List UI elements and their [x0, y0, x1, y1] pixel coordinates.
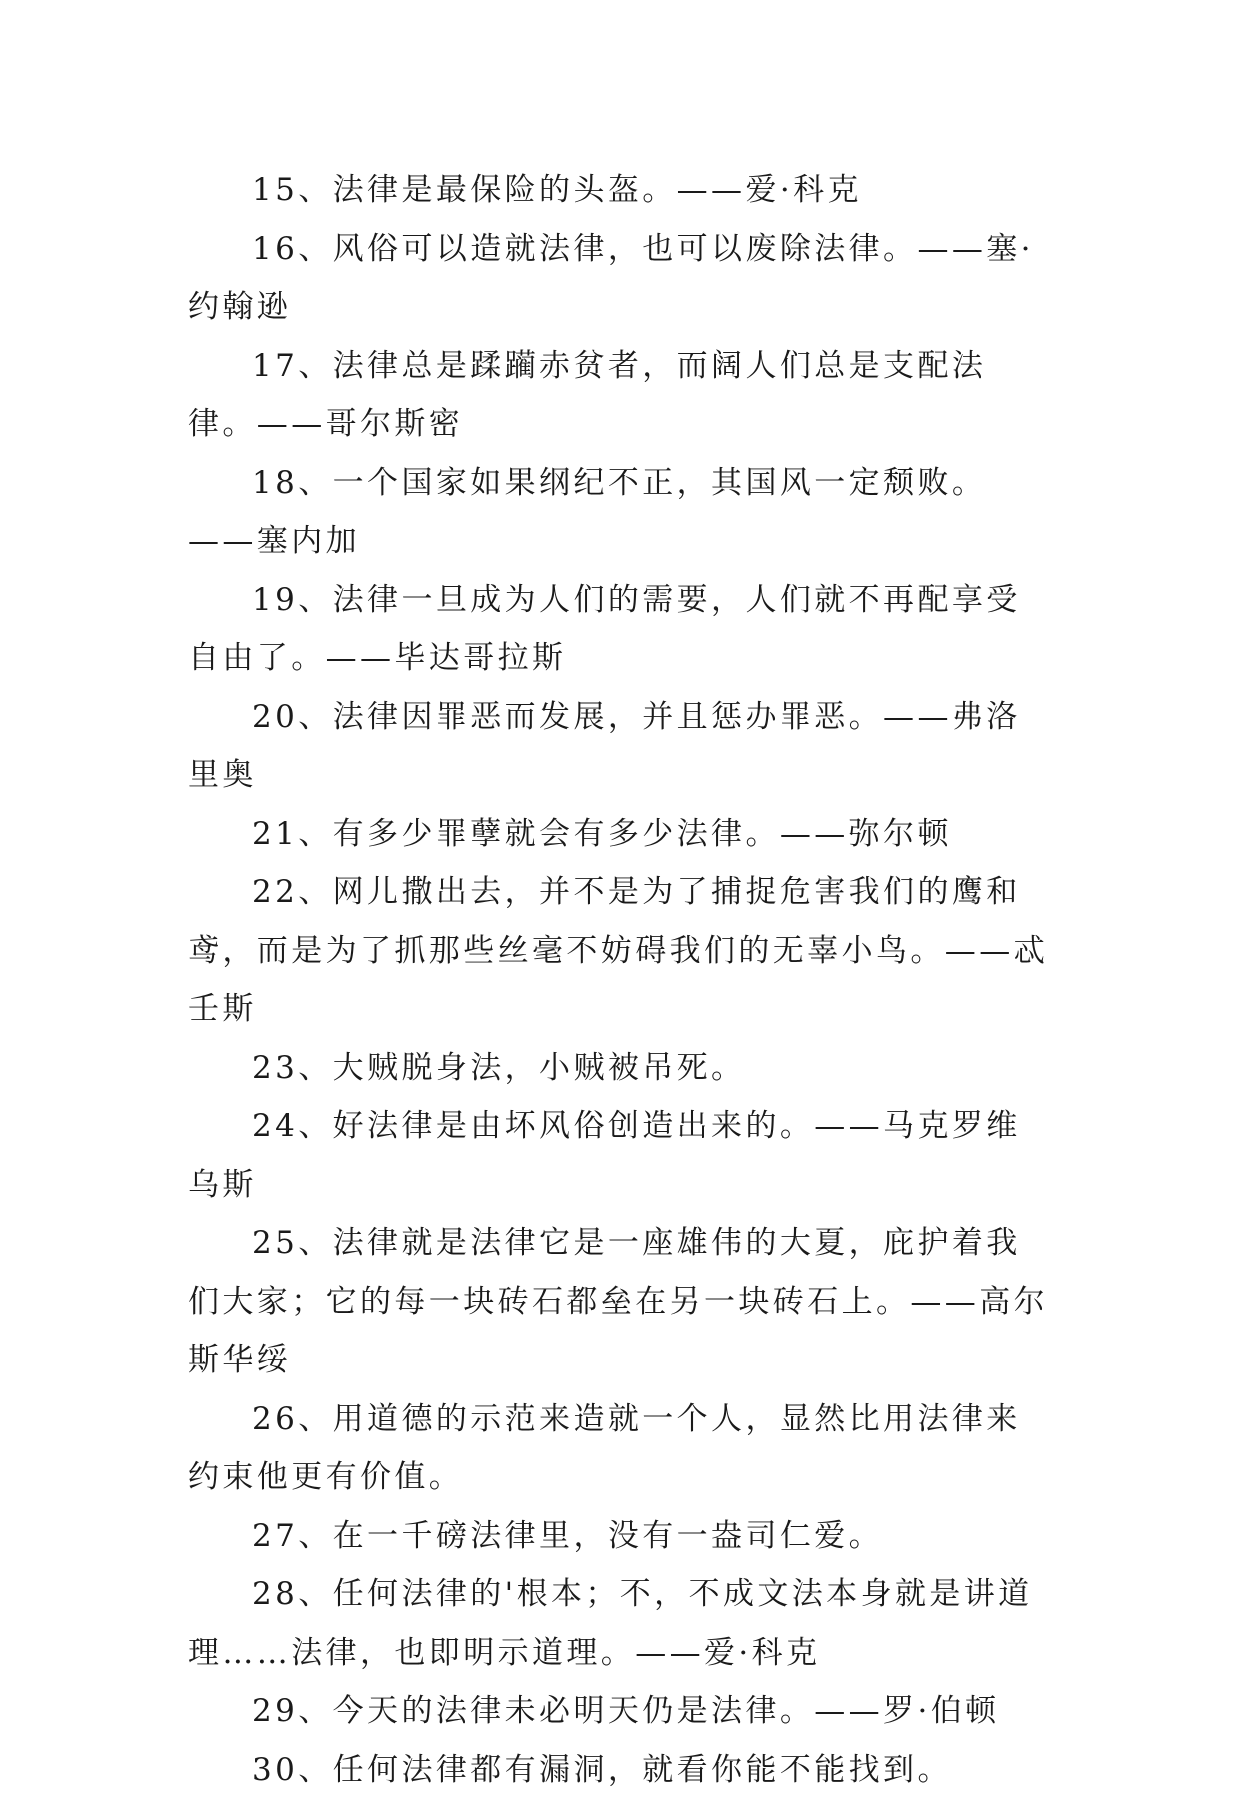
quote-paragraph-19: 19、法律一旦成为人们的需要，人们就不再配享受自由了。——毕达哥拉斯 [188, 571, 1048, 688]
quote-paragraph-28: 28、任何法律的'根本；不，不成文法本身就是讲道理……法律，也即明示道理。——爱·科克 [188, 1565, 1048, 1682]
quote-paragraph-16: 16、风俗可以造就法律，也可以废除法律。——塞·约翰逊 [188, 220, 1048, 337]
quote-paragraph-22: 22、网儿撒出去，并不是为了捕捉危害我们的鹰和鸢，而是为了抓那些丝毫不妨碍我们的无辜小鸟。——忒壬斯 [188, 863, 1048, 1039]
quote-paragraph-29: 29、今天的法律未必明天仍是法律。——罗·伯顿 [188, 1682, 1048, 1741]
quote-paragraph-21: 21、有多少罪孽就会有多少法律。——弥尔顿 [188, 805, 1048, 864]
document-page [188, 161, 1048, 1799]
quote-paragraph-24: 24、好法律是由坏风俗创造出来的。——马克罗维乌斯 [188, 1097, 1048, 1214]
quote-paragraph-17: 17、法律总是蹂躏赤贫者，而阔人们总是支配法律。——哥尔斯密 [188, 337, 1048, 454]
quote-paragraph-23: 23、大贼脱身法，小贼被吊死。 [188, 1039, 1048, 1098]
quote-paragraph-20: 20、法律因罪恶而发展，并且惩办罪恶。——弗洛里奥 [188, 688, 1048, 805]
quote-paragraph-30: 30、任何法律都有漏洞，就看你能不能找到。 [188, 1741, 1048, 1799]
quote-paragraph-26: 26、用道德的示范来造就一个人，显然比用法律来约束他更有价值。 [188, 1390, 1048, 1507]
quote-paragraph-15: 15、法律是最保险的头盔。——爱·科克 [188, 161, 1048, 220]
quote-paragraph-18: 18、一个国家如果纲纪不正，其国风一定颓败。——塞内加 [188, 454, 1048, 571]
quote-paragraph-25: 25、法律就是法律它是一座雄伟的大夏，庇护着我们大家；它的每一块砖石都垒在另一块砖石上。——高尔斯华绥 [188, 1214, 1048, 1390]
quote-paragraph-27: 27、在一千磅法律里，没有一盎司仁爱。 [188, 1507, 1048, 1566]
